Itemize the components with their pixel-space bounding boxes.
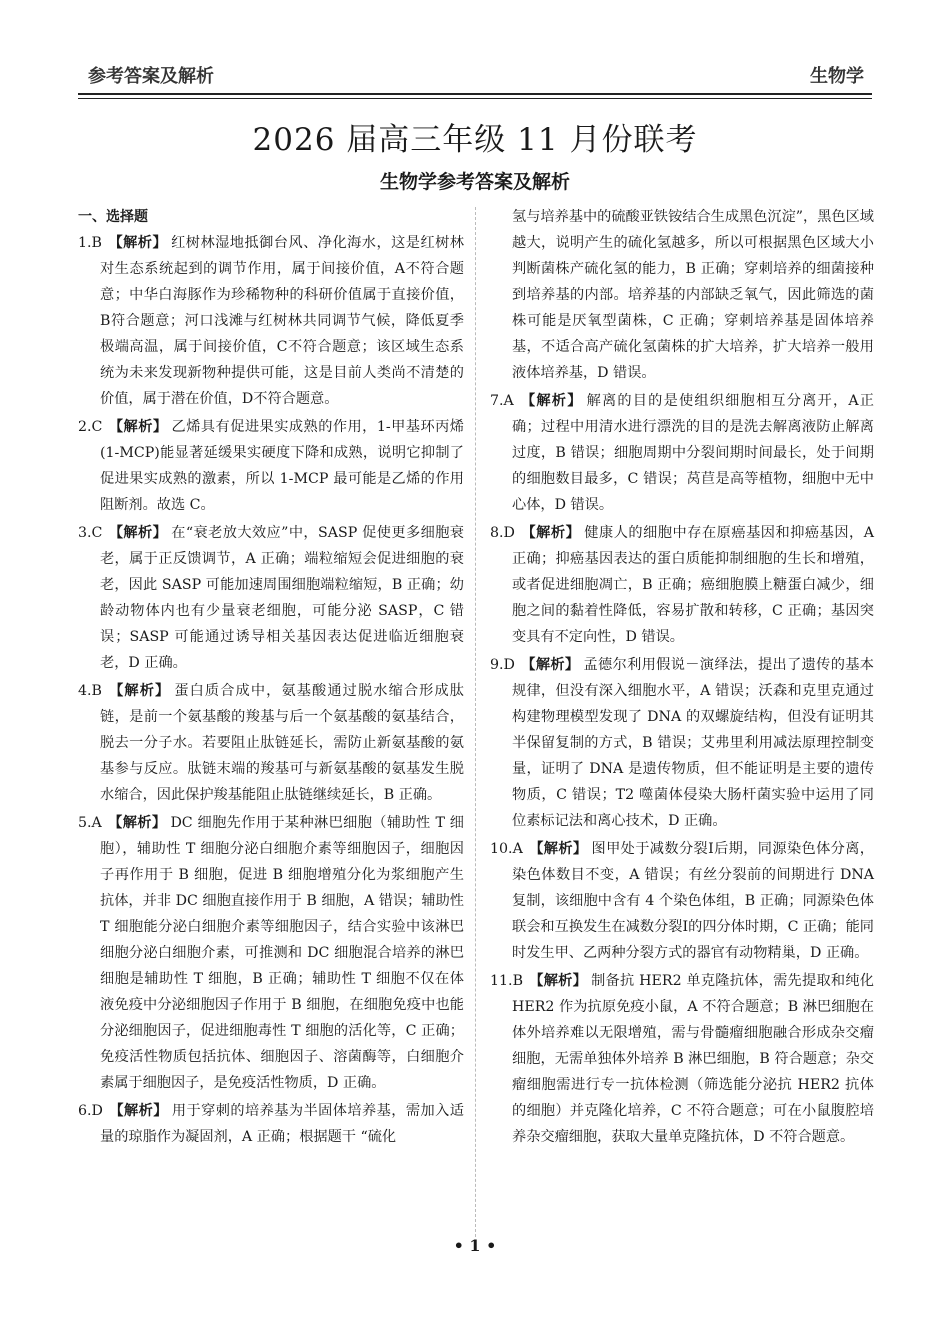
answer-text: 用于穿刺的培养基为半固体培养基，需加入适量的琼脂作为凝固剂，A 正确；根据题干 “硫化 — [100, 1103, 464, 1145]
analysis-tag: 【解析】 — [108, 419, 168, 435]
answer-item — [78, 414, 464, 518]
analysis-tag: 【解析】 — [108, 1103, 168, 1119]
right-question-list — [490, 388, 874, 1150]
answer-text: DC 细胞先作用于某种淋巴细胞（辅助性 T 细胞），辅助性 T 细胞分泌白细胞介素等细胞因子，细胞因子再作用于 B 细胞，促进 B 细胞增殖分化为浆细胞产生抗体，并非 DC 细胞直接作用于 B 细胞，A 错误；辅助性 T 细胞能分泌白细胞介素等细胞因子，结合实验中该淋巴细胞分泌白细胞介素，可推测和 DC 细胞混合培养的淋巴细胞是辅助性 T 细胞，B 正确；辅助性 T 细胞不仅在体液免疫中分泌细胞因子作用于 B 细胞，在细胞免疫中也能分泌细胞因子，促进细胞毒性 T 细胞的活化等，C 正确；免疫活性物质包括抗体、细胞因子、溶菌酶等，白细胞介素属于细胞因子，是免疫活性物质，D 正确。 — [100, 815, 464, 1091]
page-title: 2026 届高三年级 11 月份联考 — [252, 122, 698, 158]
answer-item — [490, 388, 874, 518]
answer-number: 10.A — [490, 841, 523, 857]
section-heading: 一、选择题 — [78, 209, 148, 225]
answer-text: 健康人的细胞中存在原癌基因和抑癌基因，A 正确；抑癌基因表达的蛋白质能抑制细胞的生长和增殖，或者促进细胞凋亡，B 正确；癌细胞膜上糖蛋白减少，细胞之间的黏着性降低，容易扩散和转移，C 正确；基因突变具有不定向性，D 错误。 — [512, 525, 874, 645]
header-rule-thick — [78, 93, 872, 95]
answer-number: 5.A — [78, 815, 102, 831]
answer-text: 孟德尔利用假说－演绎法，提出了遗传的基本规律，但没有深入细胞水平，A 错误；沃森和克里克通过构建物理模型发现了 DNA 的双螺旋结构，但没有证明其半保留复制的方式，B 错误；艾弗里利用减法原理控制变量，证明了 DNA 是遗传物质，但不能证明是主要的遗传物质，C 错误；T2 噬菌体侵染大肠杆菌实验中运用了同位素标记法和离心技术，D 正确。 — [512, 657, 874, 829]
answer-item — [78, 520, 464, 676]
page-number: • 1 • — [453, 1236, 497, 1255]
left-column — [78, 204, 464, 1152]
question-continuation: 氢与培养基中的硫酸亚铁铵结合生成黑色沉淀”，黑色区域越大，说明产生的硫化氢越多，所以可根据黑色区域大小判断菌株产硫化氢的能力，B 正确；穿刺培养的细菌接种到培养基的内部。培养基的内部缺乏氧气，因此筛选的菌株可能是厌氧型菌株，C 正确；穿刺培养基是固体培养基，不适合高产硫化氢菌株的扩大培养，扩大培养一般用液体培养基，D 错误。 — [512, 209, 874, 381]
analysis-tag: 【解析】 — [107, 815, 167, 831]
answer-number: 3.C — [78, 525, 103, 541]
right-column — [490, 204, 874, 1152]
answer-number: 1.B — [78, 235, 102, 251]
answer-number: 6.D — [78, 1103, 103, 1119]
answer-text: 解离的目的是使组织细胞相互分离开，A正确；过程中用清水进行漂洗的目的是洗去解离液防止解离过度，B 错误；细胞周期中分裂间期时间最长，处于间期的细胞数目最多，C 错误；莴苣是高等植物，细胞中无中心体，D 错误。 — [512, 393, 874, 513]
analysis-tag: 【解析】 — [108, 525, 168, 541]
answer-number: 7.A — [490, 393, 514, 409]
answer-item — [490, 520, 874, 650]
answer-item — [78, 678, 464, 808]
answer-item — [78, 1098, 464, 1150]
left-question-list — [78, 230, 464, 1150]
analysis-tag: 【解析】 — [528, 841, 588, 857]
answer-item — [78, 810, 464, 1096]
answer-number: 9.D — [490, 657, 515, 673]
answer-item — [490, 652, 874, 834]
analysis-tag: 【解析】 — [520, 657, 580, 673]
answer-text: 红树林湿地抵御台风、净化海水，这是红树林对生态系统起到的调节作用，属于间接价值，A不符合题意；中华白海豚作为珍稀物种的科研价值属于直接价值，B符合题意；河口浅滩与红树林共同调节气候，降低夏季极端高温，属于间接价值，C不符合题意；该区域生态系统为未来发现新物种提供可能，这是目前人类尚不清楚的价值，属于潜在价值，D不符合题意。 — [100, 235, 464, 407]
analysis-tag: 【解析】 — [519, 393, 583, 409]
answer-text: 乙烯具有促进果实成熟的作用，1-甲基环丙烯(1-MCP)能显著延缓果实硬度下降和成熟，说明它抑制了促进果实成熟的激素，所以 1-MCP 最可能是乙烯的作用阻断剂。故选 C。 — [100, 419, 464, 513]
answer-number: 2.C — [78, 419, 103, 435]
answer-item — [490, 836, 874, 966]
header-rule-thin — [78, 98, 872, 99]
analysis-tag: 【解析】 — [107, 235, 168, 251]
analysis-tag: 【解析】 — [529, 973, 588, 989]
answer-text: 蛋白质合成中，氨基酸通过脱水缩合形成肽链，是前一个氨基酸的羧基与后一个氨基酸的氨基结合，脱去一分子水。若要阻止肽链延长，需防止新氨基酸的氨基参与反应。肽链末端的羧基可与新氨基酸的氨基发生脱水缩合，因此保护羧基能阻止肽链继续延长，B 正确。 — [100, 683, 464, 803]
answer-item — [78, 230, 464, 412]
analysis-tag: 【解析】 — [520, 525, 581, 541]
answer-number: 4.B — [78, 683, 102, 699]
analysis-tag: 【解析】 — [107, 683, 171, 699]
header-subject-label: 生物学 — [810, 66, 864, 87]
answer-item — [490, 968, 874, 1150]
answer-number: 8.D — [490, 525, 515, 541]
answer-number: 11.B — [490, 973, 523, 989]
column-divider — [475, 207, 476, 1237]
page-subtitle: 生物学参考答案及解析 — [379, 171, 570, 193]
answer-text: 制备抗 HER2 单克隆抗体，需先提取和纯化 HER2 作为抗原免疫小鼠，A 不符合题意；B 淋巴细胞在体外培养难以无限增殖，需与骨髓瘤细胞融合形成杂交瘤细胞，无需单独体外培养 B 淋巴细胞，B 符合题意；杂交瘤细胞需进行专一抗体检测（筛选能分泌抗 HER2 抗体的细胞）并克隆化培养，C 不符合题意；可在小鼠腹腔培养杂交瘤细胞，获取大量单克隆抗体，D 不符合题意。 — [512, 973, 874, 1145]
header-left-label: 参考答案及解析 — [88, 66, 214, 87]
answer-text: 在“衰老放大效应”中，SASP 促使更多细胞衰老，属于正反馈调节，A 正确；端粒缩短会促进细胞的衰老，因此 SASP 可能加速周围细胞端粒缩短，B 正确；幼龄动物体内也有少量衰老细胞，可能分泌 SASP，C 错误；SASP 可能通过诱导相关基因表达促进临近细胞衰老，D 正确。 — [100, 525, 464, 671]
answer-text: 图甲处于减数分裂Ⅰ后期，同源染色体分离，染色体数目不变，A 错误；有丝分裂前的间期进行 DNA 复制，该细胞中含有 4 个染色体组，B 正确；同源染色体联会和互换发生在减数分裂Ⅰ的四分体时期，C 正确；能同时发生甲、乙两种分裂方式的器官有动物精巢，D 正确。 — [512, 841, 874, 961]
